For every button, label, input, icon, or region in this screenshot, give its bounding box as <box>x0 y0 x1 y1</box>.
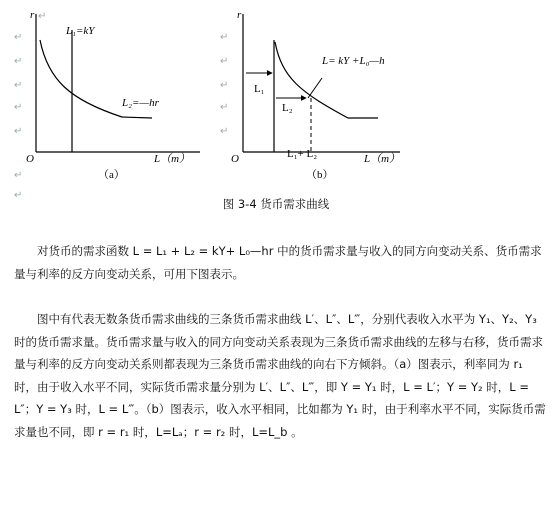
svg-text:↵: ↵ <box>14 56 23 67</box>
svg-text:↵: ↵ <box>220 56 229 67</box>
svg-text:↵: ↵ <box>38 11 47 22</box>
panel-b-origin: O <box>231 153 239 165</box>
paragraph-2 <box>14 308 546 443</box>
panel-b-sum-label: L₁+ L₂ <box>287 148 318 160</box>
panel-b-l1-label: L₁ <box>254 83 265 95</box>
panel-a-x-label: L（m） <box>154 153 191 165</box>
svg-text:↵: ↵ <box>220 102 229 113</box>
panel-a-y-label: r <box>30 9 35 21</box>
svg-text:↵: ↵ <box>14 102 23 113</box>
panel-b <box>220 9 400 181</box>
svg-text:↵: ↵ <box>14 190 23 201</box>
panel-b-curve-label: L= kY +L₀—h <box>322 55 385 67</box>
svg-text:↵: ↵ <box>14 126 23 137</box>
svg-text:↵: ↵ <box>220 80 229 91</box>
paragraph-2-text: 图中有代表无数条货币需求曲线的三条货币需求曲线 L′、L″、L‴，分别代表收入水平为 Y₁、Y₂、Y₃ 时的货币需求量。货币需求量与收入的同方向变动关系表现为三条货币需求曲线的左移与右移，货币需求量与利率的反方向变动关系则都表现为三条货币需求曲线的向右下方倾斜。（a）图表示，利率同为 r₁ 时，由于收入水平不同，实际货币需求量分别为 L′、L″、L‴，即 Y = Y₁ 时，L = L′；Y = Y₂ 时，L = L″；Y = Y₃ 时，L = L‴。（b）图表示，收入水平相同，比如都为 Y₁ 时，由于利率水平不同，实际货币需求量也不同，即 r = r₁ 时，L=Lₐ；r = r₂ 时，L=L_b 。 <box>14 312 546 439</box>
svg-text:↵: ↵ <box>14 32 23 43</box>
paragraph-1-text: 对货币的需求函数 L = L₁ + L₂ = kY+ L₀—hr 中的货币需求量与收入的同方向变动关系、货币需求量与利率的反方向变动关系，可用下图表示。 <box>14 244 542 281</box>
panel-a-origin: O <box>26 153 34 165</box>
panel-a-l1-label: L₁=kY <box>66 25 95 37</box>
panel-a-tag: （a） <box>98 169 125 181</box>
panel-b-x-label: L（m） <box>364 153 401 165</box>
panel-b-label-pointer <box>308 78 322 98</box>
svg-text:↵: ↵ <box>220 32 229 43</box>
panel-a <box>14 9 200 201</box>
paragraph-1 <box>14 240 546 285</box>
panel-b-tag: （b） <box>306 169 334 181</box>
svg-text:↵: ↵ <box>14 80 23 91</box>
svg-text:↵: ↵ <box>220 126 229 137</box>
panel-b-y-label: r <box>237 9 242 21</box>
panel-a-l2-label: L₂=—hr <box>122 97 159 109</box>
panel-b-l2-label: L₂ <box>282 102 293 114</box>
figure-caption: 图 3-4 货币需求曲线 <box>222 197 330 211</box>
svg-text:↵: ↵ <box>14 170 23 181</box>
